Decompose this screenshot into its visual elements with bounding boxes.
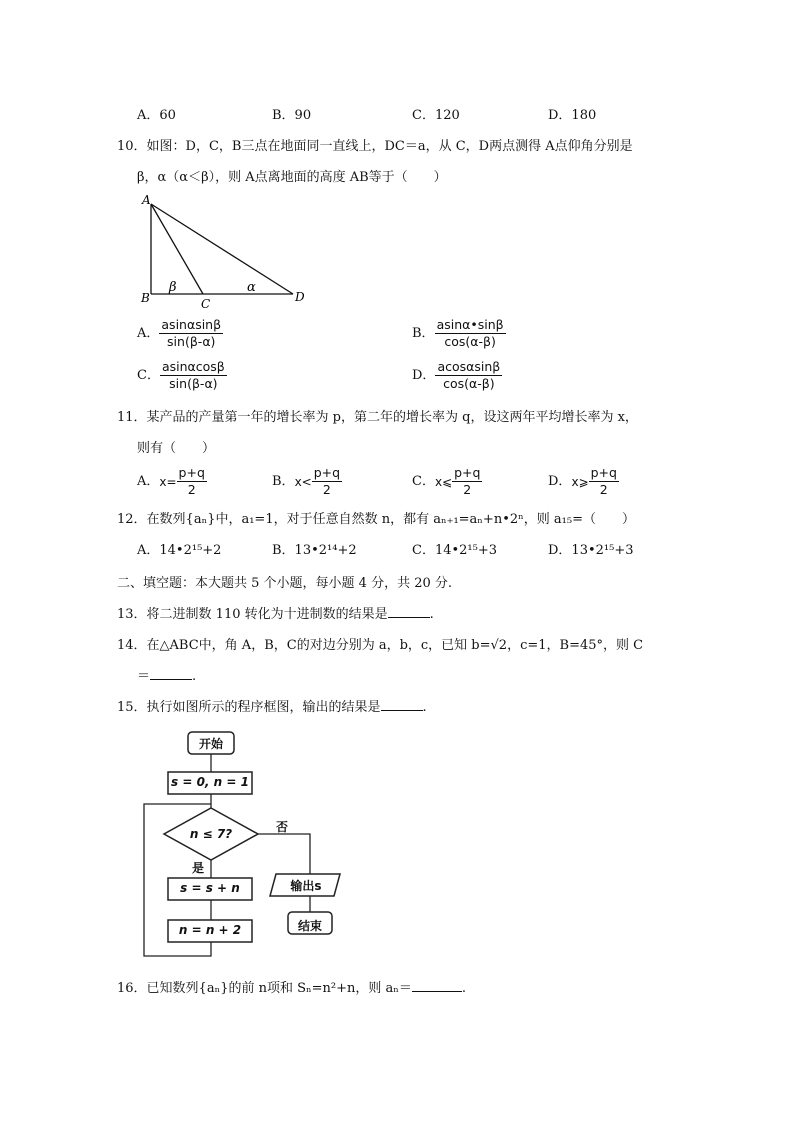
q15-stem: 15．执行如图所示的程序框图，输出的结果是 . xyxy=(117,700,427,715)
q12-option-a: A．14•2¹⁵+2 xyxy=(137,543,222,558)
q11-option-a: A．x= $\frac{p+q}{2}$ xyxy=(137,465,205,497)
q10-label-b: B xyxy=(141,291,150,305)
q10-label-a: A xyxy=(142,193,151,207)
q10-label-c: C xyxy=(201,297,211,310)
q11-stem-line2: 则有（ ） xyxy=(137,441,216,456)
q11-stem-line1: 11．某产品的产量第一年的增长率为 p，第二年的增长率为 q，设这两年平均增长率为 x， xyxy=(117,410,638,425)
q14-stem-line1: 14．在△ABC中，角 A，B，C的对边分别为 a，b，c，已知 b=√2，c=1，B=45°，则 C xyxy=(117,638,644,653)
q10-label-d: D xyxy=(295,290,305,304)
flowchart-start-label: 开始 xyxy=(198,737,223,751)
q9-option-c: C．120 xyxy=(412,108,460,123)
flowchart-no-label: 否 xyxy=(275,820,288,834)
q11-option-c: C．x⩽ $\frac{p+q}{2}$ xyxy=(412,465,481,497)
q10-triangle-figure xyxy=(135,190,315,310)
q10-option-a: A． $\frac{asin\alpha\sin\beta}{\sin(\beta-\alpha)}$ xyxy=(137,317,222,349)
q14-stem-line2: ＝ . xyxy=(137,669,197,684)
flowchart-step1-label: s = s + n xyxy=(180,881,240,895)
q10-stem-line2: β，α（α＜β），则 A点离地面的高度 AB等于（ ） xyxy=(137,170,447,185)
q12-option-d: D．13•2¹⁵+3 xyxy=(548,543,634,558)
q10-label-beta: β xyxy=(169,280,177,295)
section-heading-fill-in: 二、填空题：本大题共 5 个小题，每小题 4 分，共 20 分. xyxy=(117,576,453,591)
q12-stem: 12．在数列{aₙ}中，a₁=1，对于任意自然数 n，都有 aₙ₊₁=aₙ+n•2ⁿ，则 a₁₅=（ ） xyxy=(117,512,635,527)
q13-stem: 13．将二进制数 110 转化为十进制数的结果是 . xyxy=(117,607,434,622)
q11-option-b: B．x< $\frac{p+q}{2}$ xyxy=(272,465,341,497)
q9-option-a: A．60 xyxy=(137,108,176,123)
flowchart-step2-label: n = n + 2 xyxy=(178,923,242,937)
q10-stem-line1: 10．如图：D，C，B三点在地面同一直线上，DC＝a，从 C，D两点测得 A点仰角分别是 xyxy=(117,139,633,154)
flowchart-init-label: s = 0, n = 1 xyxy=(171,775,249,789)
q12-option-c: C．14•2¹⁵+3 xyxy=(412,543,498,558)
q12-option-b: B．13•2¹⁴+2 xyxy=(272,543,357,558)
q9-option-b: B．90 xyxy=(272,108,312,123)
q10-option-c: C． $\frac{asin\alpha\cos\beta}{\sin(\beta-\alpha)}$ xyxy=(137,359,225,391)
q10-label-alpha: α xyxy=(247,280,256,295)
flowchart-yes-label: 是 xyxy=(191,861,204,875)
q10-option-d: D． $\frac{acos\alpha\sin\beta}{\cos(\alpha-\beta)}$ xyxy=(412,359,501,391)
q11-option-d: D．x⩾ $\frac{p+q}{2}$ xyxy=(548,465,617,497)
q16-stem: 16．已知数列{aₙ}的前 n项和 Sₙ=n²+n，则 aₙ＝ . xyxy=(117,981,467,996)
flowchart-end-label: 结束 xyxy=(297,919,322,933)
flowchart-output-label: 输出s xyxy=(290,879,322,893)
flowchart-condition-label: n ≤ 7? xyxy=(189,827,233,841)
q10-option-b: B． $\frac{asin\alpha•\sin\beta}{\cos(\alpha-\beta)}$ xyxy=(412,317,504,349)
q9-option-d: D．180 xyxy=(548,108,597,123)
